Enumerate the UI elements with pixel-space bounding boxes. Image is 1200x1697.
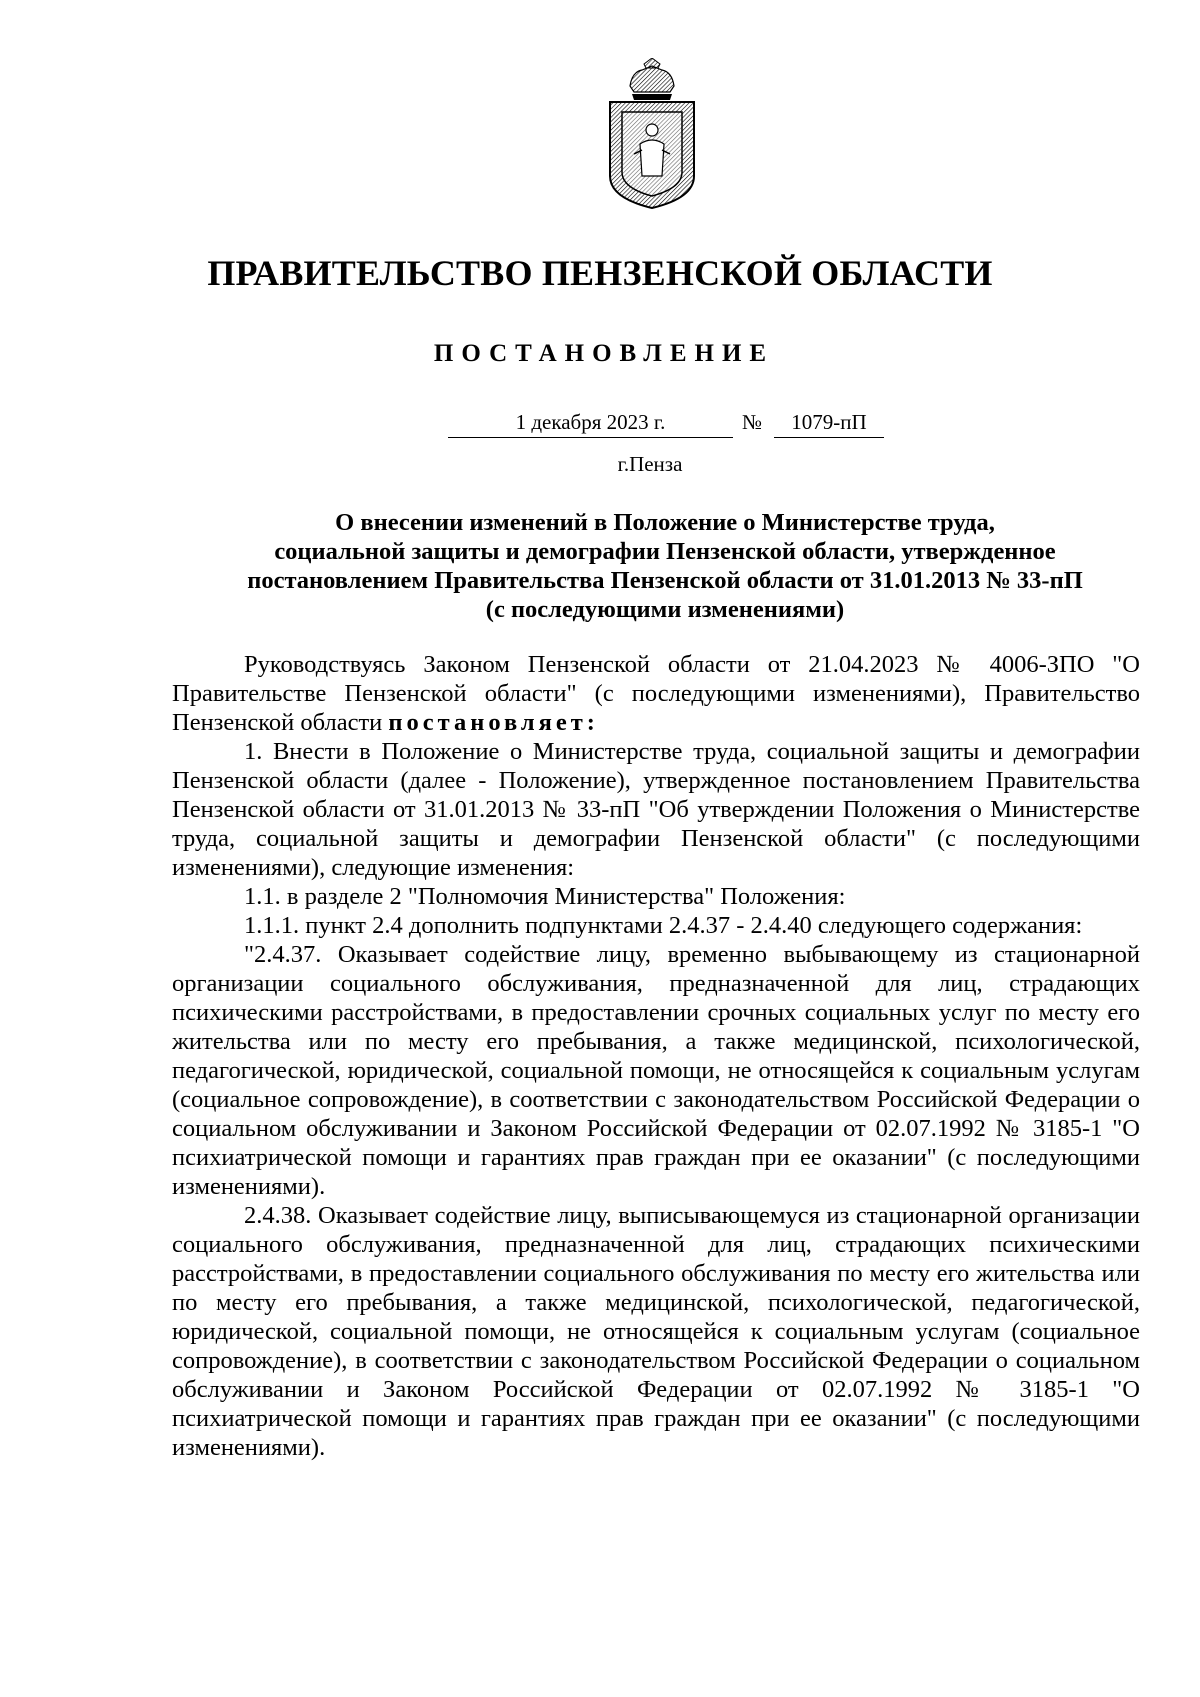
document-date: 1 декабря 2023 г. [448,410,733,438]
subject-line: (с последующими изменениями) [485,596,845,623]
document-type-title: ПОСТАНОВЛЕНИЕ [433,340,775,367]
document-number: 1079-пП [774,410,884,438]
item-2-4-37-paragraph: "2.4.37. Оказывает содействие лицу, временно выбывающему из стационарной организации социального обслуживания, предназначенной для лиц, страдающих психическими расстройствами, в предоставлении срочных социальных услуг по месту его жительства или по месту его пребывания, а также медицинской, психологической, педагогической, юридической, социальной помощи, не относящейся к социальным услугам (социальное сопровождение), в соответствии с законодательством Российской Федерации о социальном обслуживании и Законом Российской Федерации от 02.07.1992 № 3185-1 "О психиатрической помощи и гарантиях прав граждан при ее оказании" (с последующими изменениями). [172,941,1140,1200]
date-number-line [0,410,1200,440]
city-name: г.Пенза [617,452,683,476]
number-sign: № [742,410,763,434]
item-1-1-paragraph: 1.1. в разделе 2 "Полномочия Министерства" Положения: [244,883,846,910]
organization-title: ПРАВИТЕЛЬСТВО ПЕНЗЕНСКОЙ ОБЛАСТИ [207,253,993,293]
preamble-verb: постановляет: [388,709,599,736]
subject-line: О внесении изменений в Положение о Министерстве труда, [335,509,995,536]
document-body [172,650,1140,1462]
item-1-1-1-paragraph: 1.1.1. пункт 2.4 дополнить подпунктами 2.4.37 - 2.4.40 следующего содержания: [244,912,1083,939]
coat-of-arms-emblem [602,58,702,210]
item-2-4-38-paragraph: 2.4.38. Оказывает содействие лицу, выписывающемуся из стационарной организации социального обслуживания, предназначенной для лиц, страдающих психическими расстройствами, в предоставлении социального обслуживания по месту его жительства или по месту его пребывания, а также медицинской, психологической, педагогической, юридической, социальной помощи, не относящейся к социальным услугам (социальное сопровождение), в соответствии с законодательством Российской Федерации о социальном обслуживании и Законом Российской Федерации от 02.07.1992 № 3185-1 "О психиатрической помощи и гарантиях прав граждан при ее оказании" (с последующими изменениями). [172,1202,1140,1461]
document-subject [170,508,1160,624]
subject-line: социальной защиты и демографии Пензенской области, утвержденное [274,538,1056,565]
subject-line: постановлением Правительства Пензенской области от 31.01.2013 № 33-пП [247,567,1083,594]
preamble-paragraph [172,650,1140,737]
item-1-paragraph: 1. Внести в Положение о Министерстве труда, социальной защиты и демографии Пензенской области (далее - Положение), утвержденное постановлением Правительства Пензенской области от 31.01.2013 № 33-пП "Об утверждении Положения о Министерстве труда, социальной защиты и демографии Пензенской области" (с последующими изменениями), следующие изменения: [172,738,1140,881]
preamble-text: Руководствуясь Законом Пензенской области от 21.04.2023 № 4006-ЗПО "О Правительстве Пензенской области" (с последующими изменениями), Правительство Пензенской области [172,651,1140,736]
